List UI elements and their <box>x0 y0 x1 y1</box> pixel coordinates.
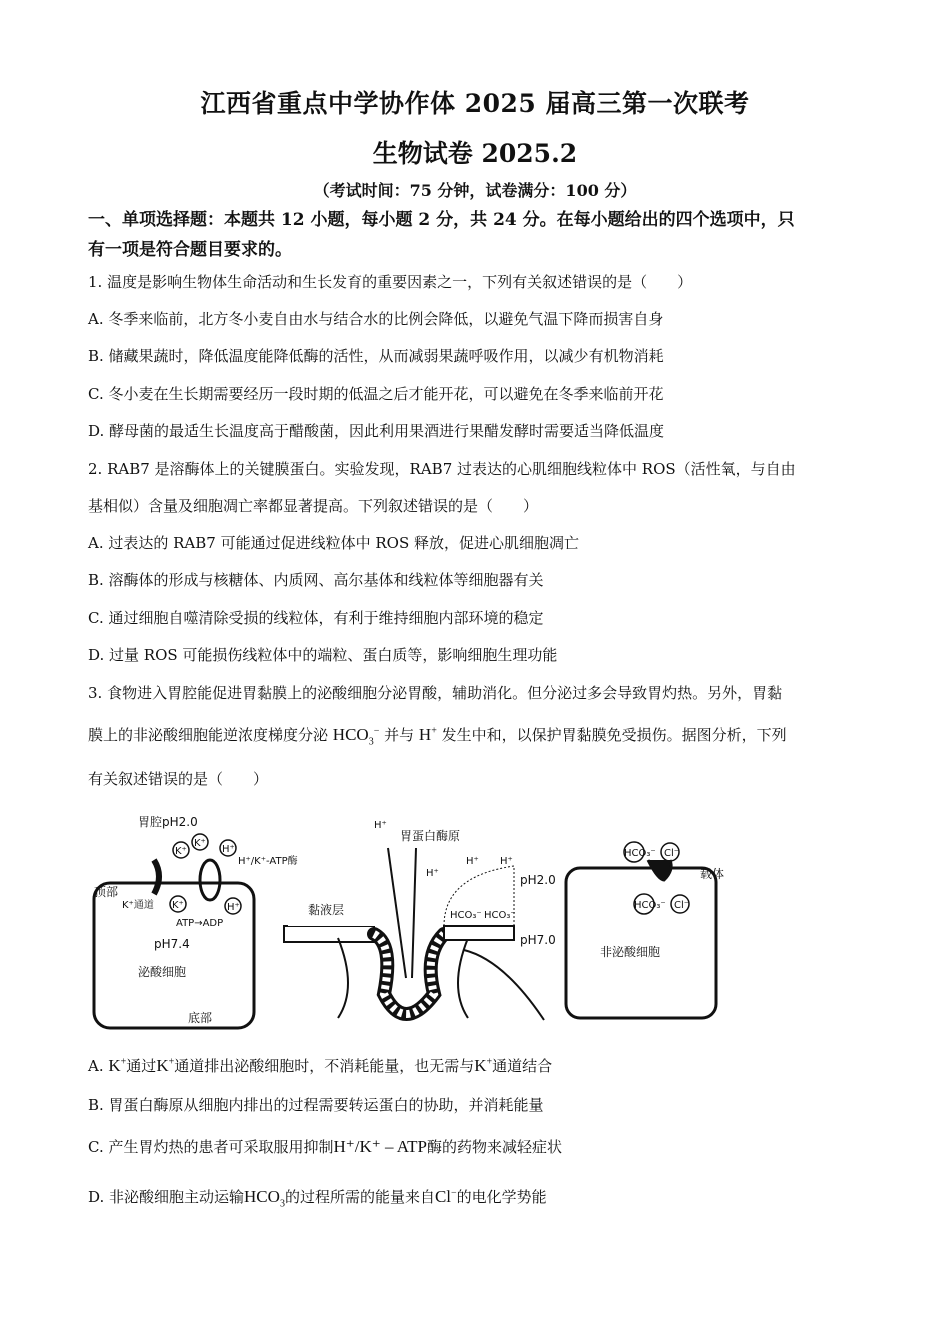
section-heading-line2: 有一项是符合题目要求的。 <box>88 240 292 260</box>
label-k-channel: K⁺通道 <box>122 900 154 911</box>
cl-symbol: Cl− <box>434 1187 457 1206</box>
hco3-ion-out-label: HCO₃⁻ <box>624 848 656 859</box>
q3-stem-line2-a: 膜上的非泌酸细胞能逆浓度梯度分泌 <box>88 726 329 744</box>
q2-stem-line1: 2. RAB7 是溶酶体上的关键膜蛋白。实验发现，RAB7 过表达的心肌细胞线粒体中 ROS（活性氧，与自由 <box>88 460 796 478</box>
q1-option-d: D. 酵母菌的最适生长温度高于醋酸菌，因此利用果酒进行果醋发酵时需要适当降低温度 <box>88 422 665 440</box>
q2-option-a: A. 过表达的 RAB7 可能通过促进线粒体中 ROS 释放，促进心肌细胞凋亡 <box>88 534 580 552</box>
mucosa-left <box>284 926 374 942</box>
label-hco3-2: HCO₃⁻ <box>484 910 516 921</box>
q1-option-a: A. 冬季来临前，北方冬小麦自由水与结合水的比例会降低，以避免气温下降而损害自身 <box>88 310 664 328</box>
q1-stem: 1. 温度是影响生物体生命活动和生长发育的重要因素之一，下列有关叙述错误的是（ ） <box>88 273 693 291</box>
hco3-symbol-d: $HCO_3$ <box>244 1187 285 1210</box>
h-plus-symbol: H+ <box>418 725 437 744</box>
q2-option-c: C. 通过细胞自噬清除受损的线粒体，有利于维持细胞内部环境的稳定 <box>88 609 544 627</box>
q2-option-d: D. 过量 ROS 可能损伤线粒体中的端粒、蛋白质等，影响细胞生理功能 <box>88 646 558 664</box>
q1-option-c: C. 冬小麦在生长期需要经历一段时期的低温之后才能开花，可以避免在冬季来临前开花 <box>88 385 664 403</box>
section-heading-line1: 一、单项选择题：本题共 12 小题，每小题 2 分，共 24 分。在每小题给出的四个选项中，只 <box>88 210 795 230</box>
label-carrier: 载体 <box>700 867 725 881</box>
exam-subtitle: 生物试卷 2025.2 <box>372 139 578 168</box>
label-acid-cell: 泌酸细胞 <box>138 965 187 979</box>
mucosa-right <box>444 926 514 940</box>
stomach-diagram <box>88 808 788 1036</box>
hco3-symbol: $HCO_3^-$ <box>332 725 380 748</box>
label-h-right3: H⁺ <box>500 856 513 867</box>
label-stomach-lumen: 胃腔pH2.0 <box>138 815 198 829</box>
section-heading <box>88 205 873 265</box>
h-ion-2-label: H⁺ <box>227 902 240 913</box>
label-h-right1: H⁺ <box>426 868 439 879</box>
arrow-pepsinogen <box>412 848 416 978</box>
exam-title: 江西省重点中学协作体 2025 届高三第一次联考 <box>200 89 750 118</box>
label-atp-adp: ATP→ADP <box>176 918 224 929</box>
label-basal: 底部 <box>188 1011 213 1025</box>
hco3-ion-in-label: HCO₃⁻ <box>634 900 666 911</box>
k-plus-symbol-2: K+ <box>156 1056 175 1075</box>
q2-stem-line2: 基相似）含量及细胞凋亡率都显著提高。下列叙述错误的是（ ） <box>88 497 539 515</box>
q2-option-b: B. 溶酶体的形成与核糖体、内质网、高尔基体和线粒体等细胞器有关 <box>88 571 544 589</box>
label-hco3-1: HCO₃⁻ <box>450 910 482 921</box>
q3-stem-line3: 有关叙述错误的是（ ） <box>88 770 269 788</box>
k-ion-3-label: K⁺ <box>172 900 184 911</box>
q1-option-b: B. 储藏果蔬时，降低温度能降低酶的活性，从而减弱果蔬呼吸作用，以减少有机物消耗 <box>88 347 664 365</box>
q3-option-b: B. 胃蛋白酶原从细胞内排出的过程需要转运蛋白的协助，并消耗能量 <box>88 1096 544 1114</box>
label-apical: 顶部 <box>94 885 119 899</box>
q3-stem-line2-b: 并与 <box>384 726 415 744</box>
label-h-center: H⁺ <box>374 820 387 831</box>
q3-stem-line2-c: 发生中和，以保护胃黏膜免受损伤。据图分析，下列 <box>441 726 787 744</box>
pump-shape <box>200 860 220 900</box>
non-acid-cell-box <box>566 868 716 1018</box>
label-pump: H⁺/K⁺-ATP酶 <box>238 856 298 867</box>
pump-symbol: H⁺/K⁺ – ATP <box>333 1137 428 1156</box>
k-channel-shape <box>154 860 159 894</box>
h-ion-1-label: H⁺ <box>222 844 235 855</box>
q3-stem-line2 <box>88 724 878 747</box>
label-non-acid-cell: 非泌酸细胞 <box>600 945 661 959</box>
q3-option-a: A. K+通过K+通道排出泌酸细胞时，不消耗能量，也无需与K+通道结合 <box>88 1056 553 1075</box>
q3-option-c: C. 产生胃灼热的患者可采取服用抑制H⁺/K⁺ – ATP酶的药物来减轻症状 <box>88 1137 563 1156</box>
q3-option-d: D. 非泌酸细胞主动运输$HCO_3$的过程所需的能量来自Cl−的电化学势能 <box>88 1187 547 1210</box>
carrier-shape <box>648 860 671 880</box>
label-h-right2: H⁺ <box>466 856 479 867</box>
label-ph-cell: pH7.4 <box>154 937 190 951</box>
label-ph-bottom: pH7.0 <box>520 933 556 947</box>
q3-stem-line1: 3. 食物进入胃腔能促进胃黏膜上的泌酸细胞分泌胃酸，辅助消化。但分泌过多会导致胃灼热。另外，胃黏 <box>88 684 783 702</box>
cl-ion-in-label: Cl⁻ <box>674 900 690 911</box>
k-ion-1-label: K⁺ <box>175 846 187 857</box>
k-plus-symbol-1: K+ <box>108 1056 127 1075</box>
label-pepsinogen: 胃蛋白酶原 <box>400 829 461 843</box>
k-ion-2-label: K⁺ <box>194 838 206 849</box>
label-ph-top: pH2.0 <box>520 873 556 887</box>
exam-info: （考试时间：75 分钟，试卷满分：100 分） <box>313 181 637 200</box>
k-plus-symbol-3: K+ <box>474 1056 493 1075</box>
cl-ion-out-label: Cl⁻ <box>664 848 680 859</box>
label-mucus: 黏液层 <box>308 903 345 917</box>
